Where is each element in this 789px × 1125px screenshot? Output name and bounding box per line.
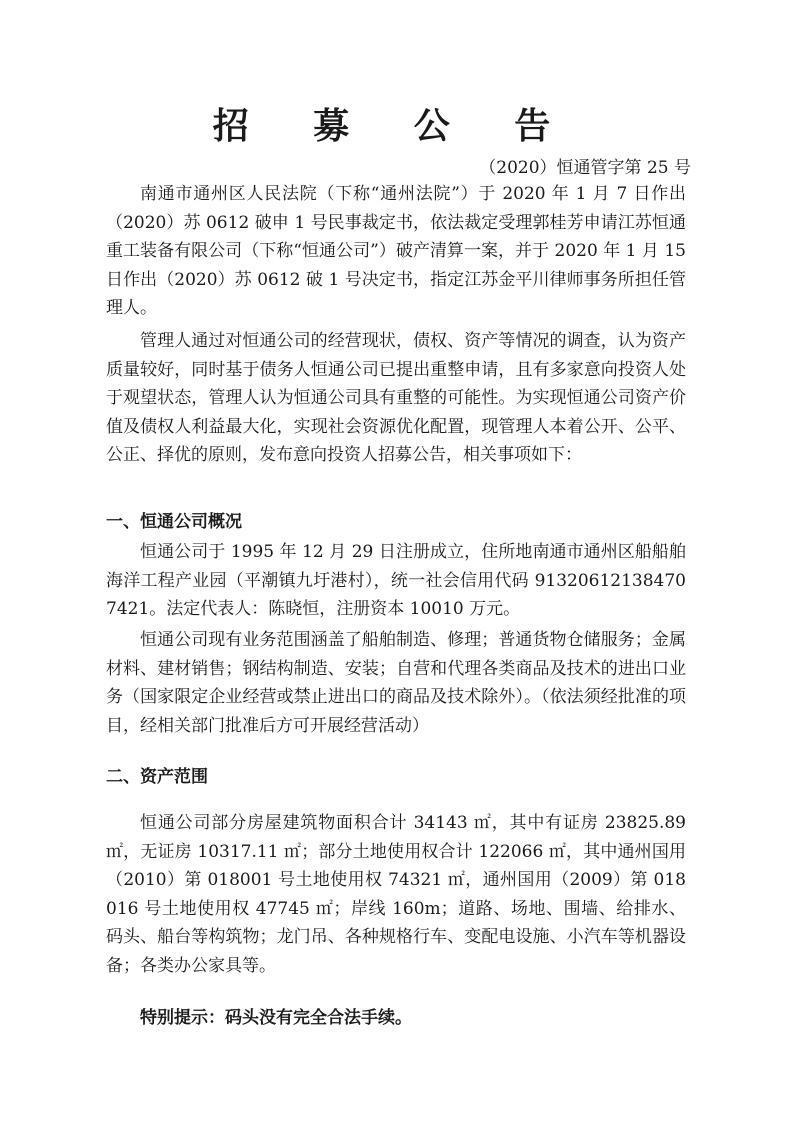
overview-paragraph-2: 恒通公司现有业务范围涵盖了船舶制造、修理；普通货物仓储服务；金属材料、建材销售；钢结构制造、安装；自营和代理各类商品及技术的进出口业务（国家限定企业经营或禁止进出口的商品及技术除外）。（依法须经批准的项目，经相关部门批准后方可开展经营活动） <box>106 630 686 736</box>
assets-paragraph: 恒通公司部分房屋建筑物面积合计 34143 ㎡，其中有证房 23825.89 ㎡，无证房 10317.11 ㎡；部分土地使用权合计 122066 ㎡，其中通州国用（2010）第 018001 号土地使用权 74321 ㎡，通州国用（2009）第 018016 号土地使用权 47745 ㎡；岸线 160m；道路、场地、围墙、给排水、码头、船台等构筑物；龙门吊、各种规格行车、变配电设施、小汽车等机器设备；各类办公家具等。 <box>106 813 686 976</box>
overview-paragraph-1: 恒通公司于 1995 年 12 月 29 日注册成立，住所地南通市通州区船船舶海洋工程产业园（平潮镇九圩港村），统一社会信用代码 913206121384707421。法定代表人：陈晓恒，注册资本 10010 万元。 <box>106 542 686 619</box>
intro-paragraph-1: 南通市通州区人民法院（下称“通州法院”）于 2020 年 1 月 7 日作出（2020）苏 0612 破申 1 号民事裁定书，依法裁定受理郭桂芳申请江苏恒通重工装备有限公司（下称“恒通公司”）破产清算一案，并于 2020 年 1 月 15 日作出（2020）苏 0612 破 1 号决定书，指定江苏金平川律师事务所担任管理人。 <box>106 184 686 318</box>
section-heading-overview: 一、恒通公司概况 <box>106 512 242 532</box>
special-notice: 特别提示：码头没有完全合法手续。 <box>140 1008 412 1028</box>
document-number: （2020）恒通管字第 25 号 <box>479 158 691 178</box>
document-title: 招 募 公 告 <box>212 105 577 147</box>
section-heading-assets: 二、资产范围 <box>106 767 208 787</box>
intro-paragraph-2: 管理人通过对恒通公司的经营现状，债权、资产等情况的调查，认为资产质量较好，同时基于债务人恒通公司已提出重整申请，且有多家意向投资人处于观望状态，管理人认为恒通公司具有重整的可能性。为实现恒通公司资产价值及债权人利益最大化，实现社会资源优化配置，现管理人本着公开、公平、公正、择优的原则，发布意向投资人招募公告，相关事项如下： <box>106 331 686 465</box>
